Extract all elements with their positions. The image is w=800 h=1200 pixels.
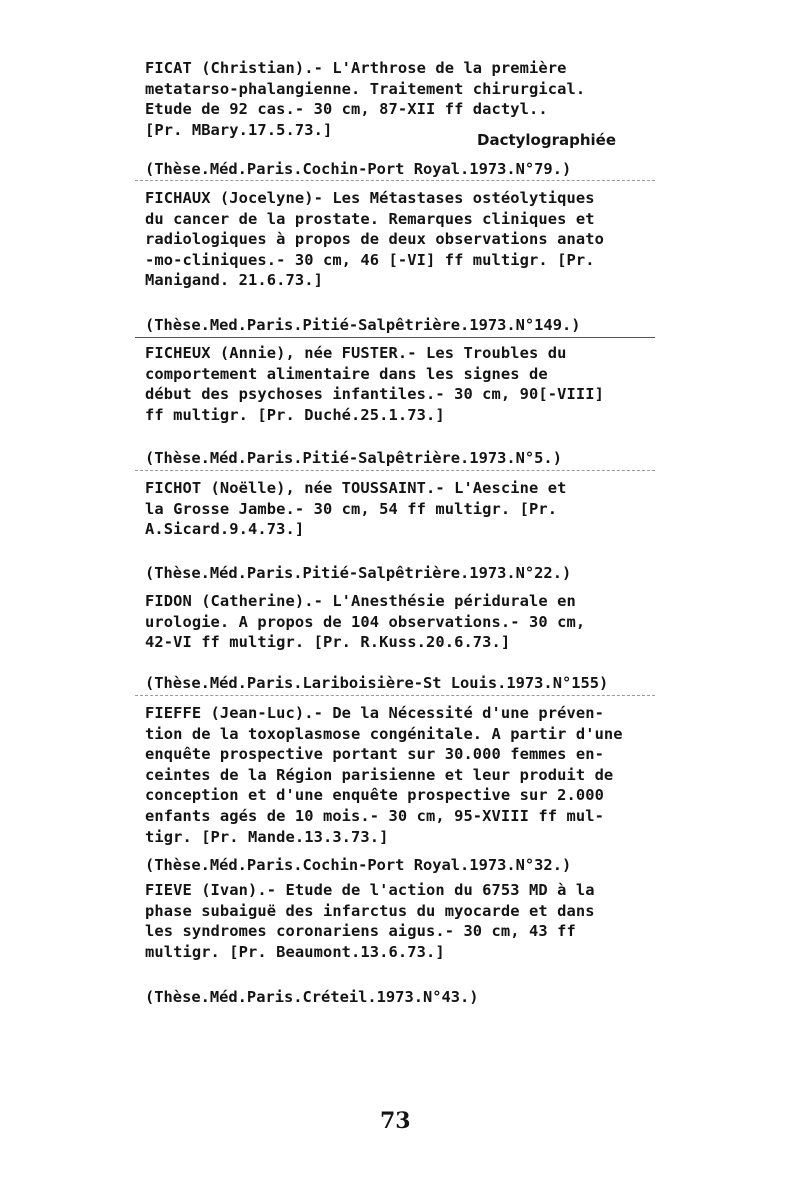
entry-text-line: metatarso-phalangienne. Traitement chirurgical. (145, 79, 586, 98)
entry-text-line: FIEFFE (Jean-Luc).- De la Nécessité d'une préven- (145, 704, 604, 722)
entry-text-line: phase subaiguë des infarctus du myocarde et dans (145, 901, 595, 920)
entry-text-line: ceintes de la Région parisienne et leur produit de (145, 765, 614, 784)
entry-text-line: radiologiques à propos de deux observations anato (145, 230, 604, 249)
typed-note: Dactylographiée (477, 131, 617, 149)
thesis-reference: (Thèse.Med.Paris.Pitié-Salpêtrière.1973.N°149.) (145, 316, 581, 334)
entry-text-line: enfants agés de 10 mois.- 30 cm, 95-XVIII ff mul- (145, 806, 604, 825)
thesis-reference: (Thèse.Méd.Paris.Lariboisière-St Louis.1973.N°155) (145, 674, 609, 692)
thesis-reference: (Thèse.Méd.Paris.Cochin-Port Royal.1973.N°79.) (145, 160, 572, 178)
entry-text-line: du cancer de la prostate. Remarques cliniques et (145, 209, 595, 228)
entry-text-line: Etude de 92 cas.- 30 cm, 87-XII ff dactyl.. (145, 100, 548, 119)
entry-text-line: [Pr. MBary.17.5.73.] (145, 120, 333, 139)
thesis-reference: (Thèse.Méd.Paris.Pitié-Salpêtrière.1973.N°5.) (145, 449, 562, 467)
entry-text-line: FICHAUX (Jocelyne)- Les Métastases ostéolytiques (145, 189, 595, 207)
bibliography-entry (145, 58, 665, 140)
entry-text-line: FICHEUX (Annie), née FUSTER.- Les Troubles du (145, 344, 567, 362)
entry-text-line: les syndromes coronariens aigus.- 30 cm, 43 ff (145, 922, 576, 941)
entry-text-line: ff multigr. [Pr. Duché.25.1.73.] (145, 405, 445, 424)
divider (135, 180, 655, 181)
thesis-reference: (Thèse.Méd.Paris.Créteil.1973.N°43.) (145, 988, 479, 1006)
entry-text-line: tion de la toxoplasmose congénitale. A partir d'une (145, 724, 623, 743)
entry-text-line: la Grosse Jambe.- 30 cm, 54 ff multigr. [Pr. (145, 499, 558, 518)
bibliography-entry (145, 478, 665, 540)
entry-text-line: FIEVE (Ivan).- Etude de l'action du 6753 MD à la (145, 881, 595, 899)
entry-text-line: FIDON (Catherine).- L'Anesthésie péridurale en (145, 592, 576, 610)
bibliography-entry (145, 880, 665, 962)
divider (135, 470, 655, 471)
entry-text-line: FICAT (Christian).- L'Arthrose de la première (145, 59, 567, 77)
bibliography-entry (145, 343, 665, 425)
entry-text-line: 42-VI ff multigr. [Pr. R.Kuss.20.6.73.] (145, 633, 511, 652)
divider (135, 695, 655, 696)
thesis-reference: (Thèse.Méd.Paris.Cochin-Port Royal.1973.N°32.) (145, 856, 572, 874)
page-number: 73 (380, 1108, 411, 1134)
bibliography-entry (145, 703, 665, 847)
entry-text-line: urologie. A propos de 104 observations.- 30 cm, (145, 612, 586, 631)
entry-text-line: début des psychoses infantiles.- 30 cm, 90[-VIII] (145, 385, 604, 404)
bibliography-entry (145, 591, 665, 653)
entry-text-line: comportement alimentaire dans les signes de (145, 364, 548, 383)
entry-text-line: A.Sicard.9.4.73.] (145, 520, 305, 539)
entry-text-line: conception et d'une enquête prospective sur 2.000 (145, 786, 604, 805)
entry-text-line: -mo-cliniques.- 30 cm, 46 [-VI] ff multigr. [Pr. (145, 250, 595, 269)
bibliography-entry (145, 188, 665, 291)
divider (135, 337, 655, 338)
entry-text-line: multigr. [Pr. Beaumont.13.6.73.] (145, 942, 445, 961)
entry-text-line: enquête prospective portant sur 30.000 femmes en- (145, 745, 604, 764)
entry-text-line: FICHOT (Noëlle), née TOUSSAINT.- L'Aescine et (145, 479, 567, 497)
thesis-reference: (Thèse.Méd.Paris.Pitié-Salpêtrière.1973.N°22.) (145, 564, 572, 582)
entry-text-line: tigr. [Pr. Mande.13.3.73.] (145, 827, 389, 846)
entry-text-line: Manigand. 21.6.73.] (145, 271, 323, 290)
